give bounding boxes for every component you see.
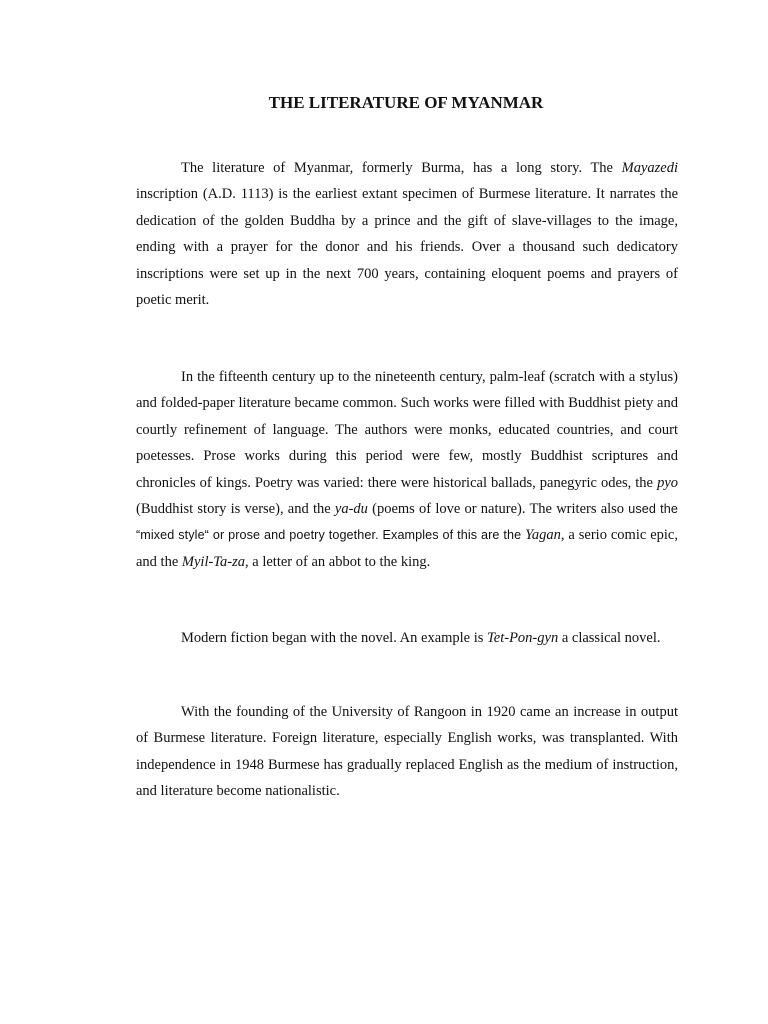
page-title: THE LITERATURE OF MYANMAR [268,93,544,112]
italic-term: pyo [657,474,678,491]
italic-term: Yagan, [525,527,565,544]
paragraph-text: a classical novel. [558,630,661,646]
paragraph-text: a serio comic epic, and the [136,527,678,570]
paragraph-text-sans: used the “mixed style“ or prose and poetry together. Examples of this are the [136,502,678,543]
paragraph-text: a letter of an abbot to the king. [248,553,431,570]
paragraph-text: With the founding of the University of Rangoon in 1920 came an increase in output of Burmese literature. Foreign literature, especially English works, was transplanted. With independence in 1948 Burmese has gradually replaced English as the medium of instruction, and literature become nationalistic. [136,704,678,800]
paragraph-text: In the fifteenth century up to the nineteenth century, palm-leaf (scratch with a stylus) and folded-paper literature became common. Such works were filled with Buddhist piety and courtly refinement of language. The authors were monks, educated countries, and court poetesses. Prose works during this period were few, mostly Buddhist scriptures and chronicles of kings. Poetry was varied: there were historical ballads, panegyric odes, the [136,369,678,491]
italic-term: Myil-Ta-za, [181,553,249,570]
paragraph-text: (poems of love or nature). The writers also [367,501,629,518]
paragraph-text: The literature of Myanmar, formerly Burma, has a long story. The [181,160,622,176]
italic-term: Mayazedi [621,160,678,176]
paragraph-text: (Buddhist story is verse), and the [136,501,335,518]
paragraph-2 [136,364,678,575]
paragraph-4 [136,699,678,805]
paragraph-text: Modern fiction began with the novel. An example is [181,630,488,646]
paragraph-text: inscription (A.D. 1113) is the earliest extant specimen of Burmese literature. It narrates the dedication of the golden Buddha by a prince and the gift of slave-villages to the image, ending with a prayer for the donor and his friends. Over a thousand such dedicatory inscriptions were set up in the next 700 years, containing eloquent poems and prayers of poetic merit. [136,186,678,309]
italic-term: Tet-Pon-gyn [487,630,559,646]
italic-term: ya-du [334,501,368,518]
paragraph-1 [136,155,678,313]
paragraph-3 [136,625,678,651]
